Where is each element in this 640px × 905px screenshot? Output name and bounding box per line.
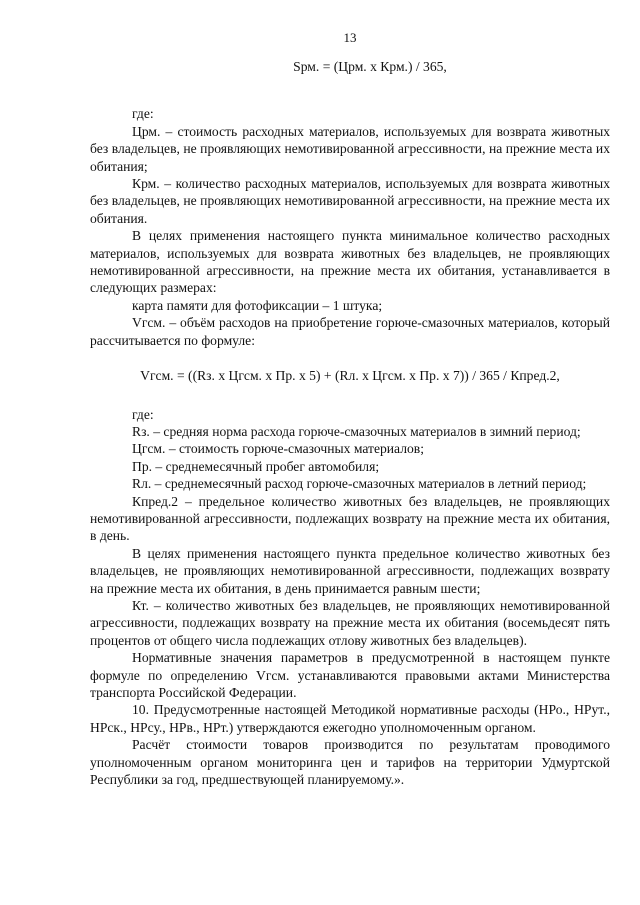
paragraph-norms: Нормативные значения параметров в предусмотренной в настоящем пункте формуле по определению Vгсм. устанавливаются правовыми актами Министерства транспорта Российской Федерации. [90, 650, 610, 700]
where-label: где: [132, 106, 154, 122]
definition-crm: Црм. – стоимость расходных материалов, используемых для возврата животных без владельцев, не проявляющих немотивированной агрессивности, на прежние места их обитания; [90, 123, 610, 174]
paragraph-calculation: Расчёт стоимости товаров производится по результатам проводимого уполномоченным органом мониторинга цен и тарифов на территории Удмуртской Республики за год, предшествующей планируемому.». [90, 737, 610, 788]
paragraph-10: 10. Предусмотренные настоящей Методикой нормативные расходы (НРо., НРут., НРск., НРсу., НРв., НРт.) утверждаются ежегодно уполномоченным органом. [90, 702, 610, 735]
formula-sрм: Sрм. = (Црм. х Крм.) / 365, [293, 59, 447, 74]
formula-vgsm: Vгсм. = ((Rз. х Цгсм. х Пр. х 5) + (Rл. х Цгсм. х Пр. х 7)) / 365 / Кпред.2, [140, 368, 560, 384]
where-label: где: [132, 406, 154, 422]
memory-card-item: карта памяти для фотофиксации – 1 штука; [132, 297, 383, 313]
definition-cgsm: Цгсм. – стоимость горюче-смазочных материалов; [132, 441, 424, 457]
definition-vgsm: Vгсм. – объём расходов на приобретение горюче-смазочных материалов, который рассчитывается по формуле: [90, 315, 610, 348]
definition-pr: Пр. – среднемесячный пробег автомобиля; [132, 458, 380, 474]
definition-krm: Крм. – количество расходных материалов, используемых для возврата животных без владельцев, не проявляющих немотивированной агрессивности, на прежние места их обитания. [90, 176, 610, 226]
page-number: 13 [343, 30, 357, 45]
paragraph-kpred: В целях применения настоящего пункта предельное количество животных без владельцев, не проявляющих немотивированной агрессивности, подлежащих возврату на прежние места их обитания, в день принимается равным шести; [90, 545, 610, 596]
definition-rz: Rз. – средняя норма расхода горюче-смазочных материалов в зимний период; [132, 423, 581, 439]
definition-kpred: Кпред.2 – предельное количество животных без владельцев, не проявляющих немотивированной агрессивности, подлежащих возврату на прежние места их обитания, в день. [90, 493, 610, 544]
definition-kt: Кт. – количество животных без владельцев, не проявляющих немотивированной агрессивности, подлежащих возврату на прежние места их обитания (восемьдесят пять процентов от общего числа подлежащих отлову животных без владельцев). [90, 597, 610, 648]
definition-rl: Rл. – среднемесячный расход горюче-смазочных материалов в летний период; [132, 476, 587, 492]
paragraph-min-quantity: В целях применения настоящего пункта минимальное количество расходных материалов, используемых для возврата животных без владельцев, не проявляющих немотивированной агрессивности, на прежние места их обитания, устанавливается в следующих размерах: [90, 228, 610, 296]
document-body [90, 58, 610, 788]
